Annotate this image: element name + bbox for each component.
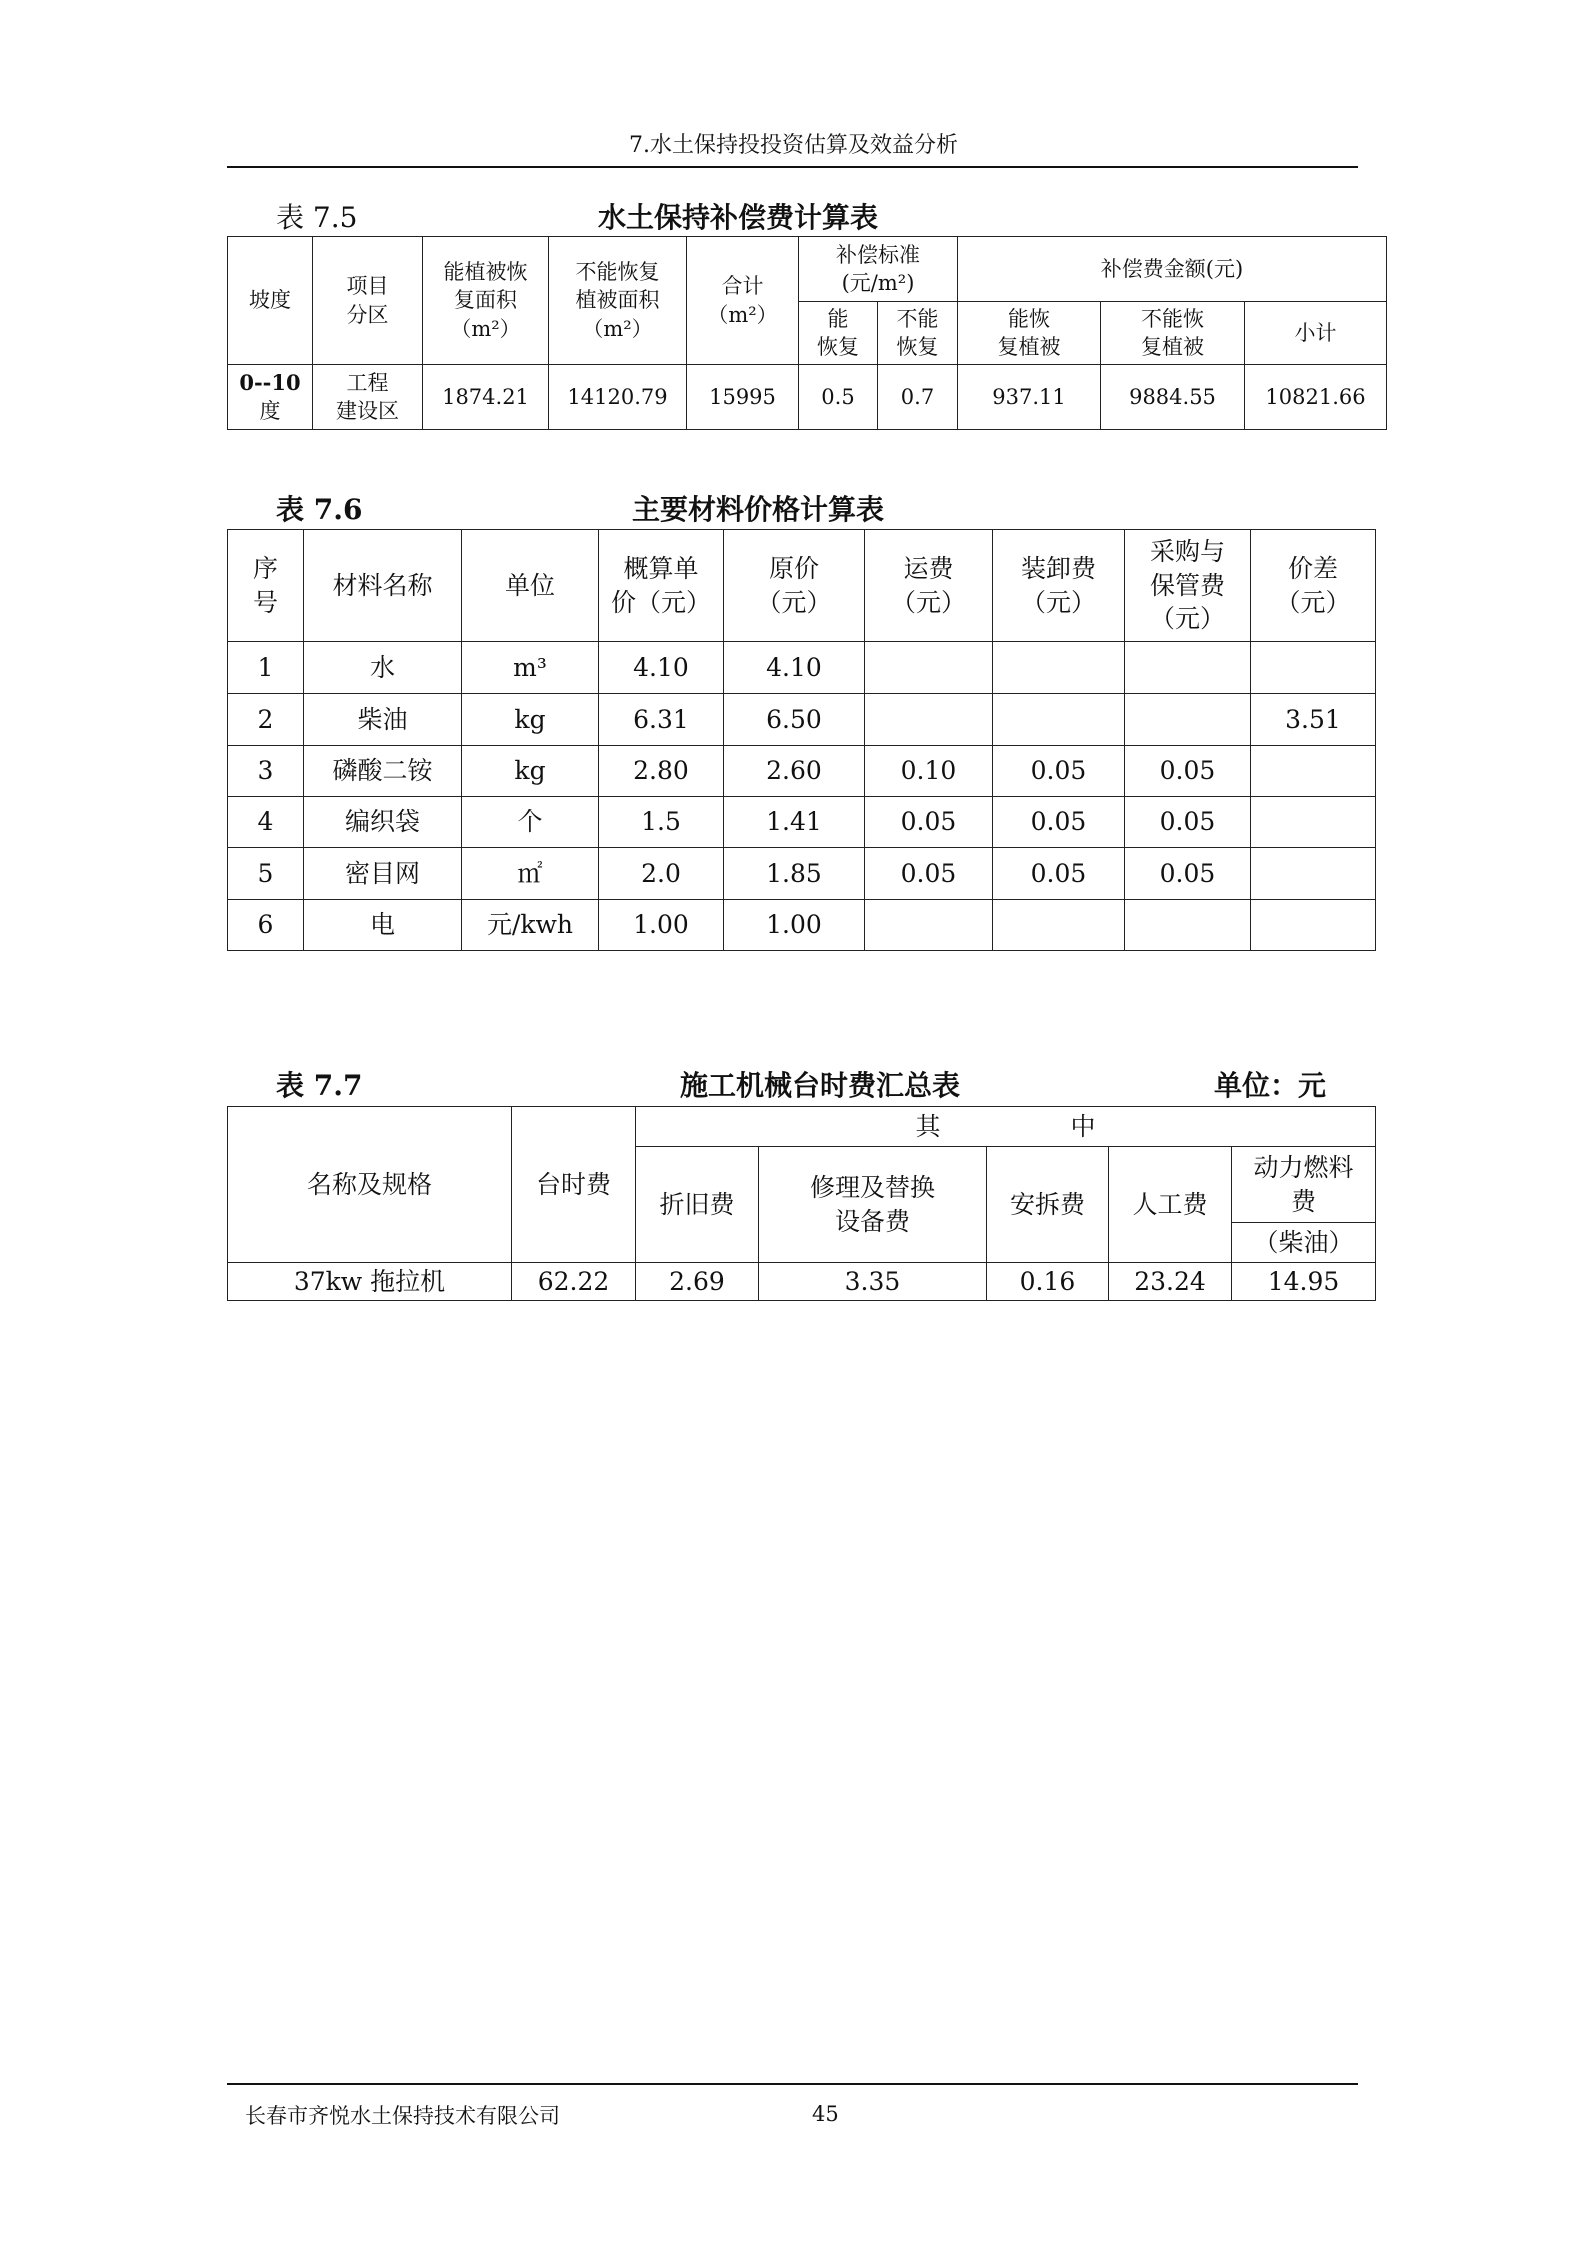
- t75-cell-std-nonrecoverable: 0.7: [878, 365, 958, 430]
- t76-cell-purchase: 0.05: [1125, 797, 1251, 848]
- t75-h-total: [687, 237, 799, 365]
- t76-h-purchase-l1: 采购与: [1149, 536, 1225, 566]
- t76-h-handling-l1: 装卸费: [1020, 553, 1096, 583]
- t76-h-diff-l1: 价差: [1287, 553, 1338, 583]
- t76-cell-orig: 1.41: [724, 797, 865, 848]
- t76-cell-diff: [1251, 900, 1376, 951]
- t75-cell-total: 15995: [687, 365, 799, 430]
- t75-h-rec-l3: （m²）: [450, 316, 521, 341]
- footer-company: 长春市齐悦水土保持技术有限公司: [245, 2104, 560, 2128]
- t76-header-row: [228, 530, 1376, 642]
- t76-cell-unit: 个: [462, 797, 599, 848]
- t76-cell-no: 3: [228, 746, 304, 797]
- table-7-5-title: 水土保持补偿费计算表: [598, 201, 879, 234]
- t76-cell-est: 1.5: [599, 797, 724, 848]
- t75-h-zone-l2: 分区: [346, 302, 389, 327]
- t75-h-nonrecoverable-area: [549, 237, 687, 365]
- t76-h-orig-l1: 原价: [768, 553, 819, 583]
- t76-h-handling: [993, 530, 1125, 642]
- t75-h-amt-nonrecoverable: [1101, 302, 1245, 365]
- t75-zone-l2: 建设区: [336, 399, 399, 423]
- t76-cell-purchase: 0.05: [1125, 848, 1251, 900]
- table-row: [228, 746, 1376, 797]
- t76-h-purchase-l2: 保管费: [1149, 570, 1225, 600]
- t77-h-fuel: [1232, 1147, 1376, 1223]
- t76-cell-handling: [993, 900, 1125, 951]
- t75-h-total-l2: （m²）: [707, 302, 778, 327]
- t77-h-among: [636, 1107, 1376, 1147]
- t75-h-nonrec-l1: 不能恢复: [575, 259, 660, 284]
- t77-cell-fuel: 14.95: [1232, 1263, 1376, 1301]
- t76-cell-name: 编织袋: [304, 797, 462, 848]
- t77-h-repair: [759, 1147, 987, 1263]
- t75-h-subtotal: 小计: [1245, 302, 1387, 365]
- t75-cell-std-recoverable: 0.5: [799, 365, 878, 430]
- t76-cell-purchase: 0.05: [1125, 746, 1251, 797]
- t76-cell-est: 2.80: [599, 746, 724, 797]
- table-7-6: [227, 529, 1376, 951]
- t77-h-among-a: 其: [915, 1111, 941, 1141]
- t77-cell-name: 37kw 拖拉机: [228, 1263, 512, 1301]
- t76-cell-purchase: [1125, 900, 1251, 951]
- t76-h-orig: [724, 530, 865, 642]
- t76-h-no-l2: 号: [252, 587, 278, 617]
- t76-cell-orig: 2.60: [724, 746, 865, 797]
- t76-cell-no: 2: [228, 694, 304, 746]
- t75-h-std-nonrecoverable: [878, 302, 958, 365]
- t75-h-std-a-l1: 能: [827, 306, 849, 331]
- t75-h-amt-a-l1: 能恢: [1008, 306, 1050, 331]
- t75-cell-zone: [313, 365, 423, 430]
- t75-h-rec-l2: 复面积: [454, 288, 517, 313]
- t76-cell-freight: 0.10: [865, 746, 993, 797]
- t76-cell-diff: [1251, 848, 1376, 900]
- t75-h-std-b-l2: 恢复: [896, 335, 939, 359]
- t76-cell-freight: [865, 694, 993, 746]
- t76-h-orig-l2: （元）: [756, 587, 832, 617]
- t76-cell-diff: [1251, 797, 1376, 848]
- t75-h-slope: 坡度: [228, 237, 313, 365]
- t77-h-name: 名称及规格: [228, 1107, 512, 1263]
- t75-h-amt-b-l1: 不能恢: [1141, 306, 1204, 331]
- t76-cell-est: 4.10: [599, 642, 724, 694]
- t76-cell-freight: [865, 900, 993, 951]
- table-row: [228, 900, 1376, 951]
- t76-cell-unit: m³: [462, 642, 599, 694]
- t75-h-rec-l1: 能植被恢: [443, 259, 528, 284]
- t77-h-among-b: 中: [1070, 1111, 1096, 1141]
- t75-h-amount: 补偿费金额(元): [958, 237, 1387, 302]
- t75-h-amt-recoverable: [958, 302, 1101, 365]
- table-7-7: [227, 1106, 1376, 1301]
- t76-cell-est: 2.0: [599, 848, 724, 900]
- t76-cell-no: 6: [228, 900, 304, 951]
- t76-cell-handling: 0.05: [993, 848, 1125, 900]
- table-row: [228, 694, 1376, 746]
- t76-h-unit: 单位: [462, 530, 599, 642]
- t75-h-standard: [799, 237, 958, 302]
- t76-cell-freight: [865, 642, 993, 694]
- t76-cell-unit: kg: [462, 694, 599, 746]
- t76-cell-no: 4: [228, 797, 304, 848]
- t75-h-std-a-l2: 恢复: [817, 335, 859, 359]
- t76-cell-freight: 0.05: [865, 797, 993, 848]
- t77-cell-labor: 23.24: [1109, 1263, 1232, 1301]
- t76-cell-name: 磷酸二铵: [304, 746, 462, 797]
- t76-cell-est: 1.00: [599, 900, 724, 951]
- footer-page-number: 45: [812, 2102, 839, 2126]
- t76-cell-unit: kg: [462, 746, 599, 797]
- t75-h-total-l1: 合计: [721, 274, 764, 299]
- t75-cell-subtotal: 10821.66: [1245, 365, 1387, 430]
- t76-cell-name: 电: [304, 900, 462, 951]
- table-row: [228, 365, 1387, 430]
- t76-cell-name: 柴油: [304, 694, 462, 746]
- table-7-7-unit-note: 单位：元: [1214, 1069, 1327, 1102]
- t75-h-zone: [313, 237, 423, 365]
- t75-h-std-l1: 补偿标准: [836, 242, 920, 267]
- t77-h-labor: 人工费: [1109, 1147, 1232, 1263]
- t76-cell-handling: [993, 694, 1125, 746]
- t76-cell-orig: 4.10: [724, 642, 865, 694]
- table-7-6-title: 主要材料价格计算表: [632, 493, 885, 526]
- t75-header-row-1: [228, 237, 1387, 302]
- t75-h-nonrec-l3: （m²）: [582, 316, 653, 341]
- t76-cell-est: 6.31: [599, 694, 724, 746]
- t76-h-purchase-l3: （元）: [1149, 604, 1225, 634]
- t76-h-no: [228, 530, 304, 642]
- t75-cell-nonrecoverable-area: 14120.79: [549, 365, 687, 430]
- t77-cell-hourly: 62.22: [512, 1263, 636, 1301]
- footer-rule: [227, 2083, 1358, 2085]
- t76-cell-name: 水: [304, 642, 462, 694]
- t77-cell-repair: 3.35: [759, 1263, 987, 1301]
- t76-cell-diff: [1251, 642, 1376, 694]
- t76-cell-handling: [993, 642, 1125, 694]
- t76-cell-unit: 元/kwh: [462, 900, 599, 951]
- t76-cell-handling: 0.05: [993, 746, 1125, 797]
- t76-h-freight-l1: 运费: [903, 553, 954, 583]
- t76-cell-unit: ㎡: [462, 848, 599, 900]
- t76-h-est-l2: 价（元）: [610, 587, 711, 617]
- t76-cell-diff: 3.51: [1251, 694, 1376, 746]
- t75-h-std-b-l1: 不能: [896, 306, 939, 331]
- t75-zone-l1: 工程: [346, 370, 389, 395]
- t77-h-fuel-sub: （柴油）: [1232, 1223, 1376, 1263]
- t76-cell-orig: 6.50: [724, 694, 865, 746]
- t75-h-zone-l1: 项目: [346, 274, 389, 299]
- t76-h-est-l1: 概算单: [623, 553, 699, 583]
- t75-slope-l2: 度: [259, 399, 281, 423]
- t75-h-std-l2: (元/m²): [841, 271, 915, 295]
- t76-cell-no: 1: [228, 642, 304, 694]
- t76-h-handling-l2: （元）: [1020, 587, 1096, 617]
- t77-h-repair-l2: 设备费: [834, 1206, 910, 1236]
- t76-h-diff: [1251, 530, 1376, 642]
- t75-cell-recoverable-area: 1874.21: [423, 365, 549, 430]
- t76-cell-purchase: [1125, 642, 1251, 694]
- table-7-7-label: 表 7.7: [276, 1069, 363, 1102]
- table-row: [228, 1263, 1376, 1301]
- t77-h-fuel-l2: 费: [1291, 1186, 1317, 1216]
- t77-header-row-1: [228, 1107, 1376, 1147]
- t76-cell-freight: 0.05: [865, 848, 993, 900]
- t77-h-install: 安拆费: [987, 1147, 1109, 1263]
- t76-h-freight: [865, 530, 993, 642]
- table-7-5-label: 表 7.5: [276, 201, 358, 234]
- t77-cell-depreciation: 2.69: [636, 1263, 759, 1301]
- t76-cell-handling: 0.05: [993, 797, 1125, 848]
- table-7-6-label: 表 7.6: [276, 493, 363, 526]
- t77-h-repair-l1: 修理及替换: [809, 1172, 935, 1202]
- t76-h-est: [599, 530, 724, 642]
- t77-h-depreciation: 折旧费: [636, 1147, 759, 1263]
- t76-cell-no: 5: [228, 848, 304, 900]
- t75-h-nonrec-l2: 植被面积: [575, 288, 660, 313]
- table-row: [228, 848, 1376, 900]
- t76-h-diff-l2: （元）: [1275, 587, 1351, 617]
- t75-cell-amt-recoverable: 937.11: [958, 365, 1101, 430]
- t77-h-hourly: 台时费: [512, 1107, 636, 1263]
- table-row: [228, 797, 1376, 848]
- header-rule: [227, 166, 1358, 168]
- t75-cell-amt-nonrecoverable: 9884.55: [1101, 365, 1245, 430]
- t75-h-amt-a-l2: 复植被: [997, 335, 1061, 359]
- table-7-5: [227, 236, 1387, 430]
- t77-h-fuel-l1: 动力燃料: [1253, 1152, 1354, 1182]
- t76-cell-orig: 1.00: [724, 900, 865, 951]
- t76-cell-name: 密目网: [304, 848, 462, 900]
- table-row: [228, 642, 1376, 694]
- t76-h-freight-l2: （元）: [890, 587, 966, 617]
- page-header-title: 7.水土保持投投资估算及效益分析: [629, 133, 958, 158]
- t75-slope-l1: 0--10: [239, 369, 301, 395]
- t76-cell-diff: [1251, 746, 1376, 797]
- t76-h-no-l1: 序: [252, 553, 278, 583]
- t77-cell-install: 0.16: [987, 1263, 1109, 1301]
- t76-h-name: 材料名称: [304, 530, 462, 642]
- table-7-7-title: 施工机械台时费汇总表: [680, 1069, 961, 1102]
- t75-h-amt-b-l2: 复植被: [1141, 335, 1204, 359]
- t76-h-purchase: [1125, 530, 1251, 642]
- t76-cell-orig: 1.85: [724, 848, 865, 900]
- t75-h-recoverable-area: [423, 237, 549, 365]
- t75-cell-slope: [228, 365, 313, 430]
- t75-h-std-recoverable: [799, 302, 878, 365]
- t76-cell-purchase: [1125, 694, 1251, 746]
